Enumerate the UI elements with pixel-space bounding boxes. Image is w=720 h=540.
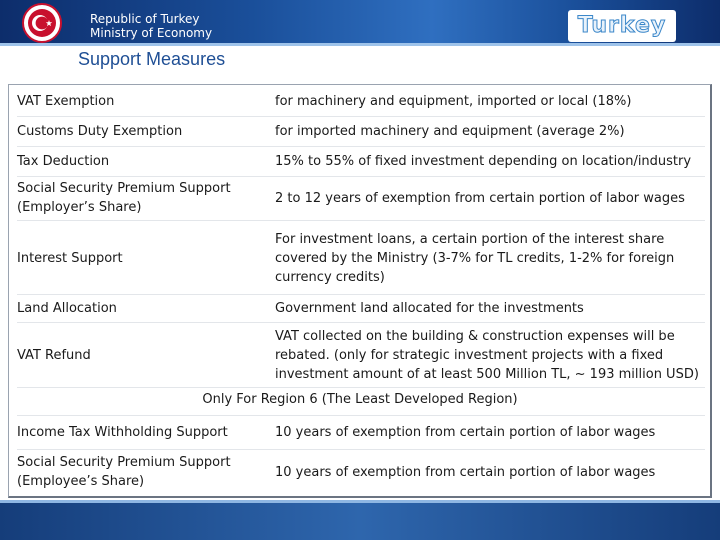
measure-detail: For investment loans, a certain portion of the interest share covered by the Ministry (3-7% for TL credits, 1-2% for foreign currency credits)	[275, 231, 675, 285]
table-row	[9, 177, 711, 219]
measure-name: Social Security Premium Support (Employee’s Share)	[17, 455, 231, 489]
ministry-name	[90, 12, 212, 40]
measure-detail: for machinery and equipment, imported or local (18%)	[275, 93, 632, 109]
table-row	[9, 417, 711, 447]
table-row	[9, 223, 711, 293]
ministry-line-2: Ministry of Economy	[90, 26, 213, 40]
table-row	[9, 451, 711, 493]
measure-detail: 2 to 12 years of exemption from certain portion of labor wages	[275, 190, 685, 206]
measure-detail: 10 years of exemption from certain portion of labor wages	[275, 424, 656, 440]
table-row	[9, 117, 711, 145]
table-row	[9, 87, 711, 115]
measure-name: Interest Support	[17, 250, 123, 266]
measure-name: Customs Duty Exemption	[17, 123, 183, 139]
turkey-logo	[568, 10, 676, 42]
table-row	[9, 295, 711, 321]
turkey-logo-text: Turkey	[577, 13, 667, 38]
region-6-heading: Only For Region 6 (The Least Developed Region)	[202, 392, 518, 407]
measure-name: Land Allocation	[17, 300, 117, 316]
measure-detail: for imported machinery and equipment (average 2%)	[275, 123, 625, 139]
measure-name: VAT Refund	[17, 347, 91, 363]
support-measures-table	[8, 84, 712, 498]
row-divider	[17, 415, 705, 416]
measure-detail: 10 years of exemption from certain portion of labor wages	[275, 464, 656, 480]
row-divider	[17, 322, 705, 323]
measure-name: Social Security Premium Support (Employer’s Share)	[17, 181, 231, 215]
header-banner	[0, 0, 720, 46]
measure-detail: VAT collected on the building & construction expenses will be rebated. (only for strategic investment projects with a fixed investment amount of at least 500 Million TL, ~ 193 million USD)	[275, 328, 699, 382]
measure-name: VAT Exemption	[17, 93, 115, 109]
footer-banner	[0, 500, 720, 540]
page-title: Support Measures	[78, 49, 226, 69]
turkey-ministry-emblem-icon	[22, 3, 62, 43]
row-divider	[17, 449, 705, 450]
measure-detail: Government land allocated for the investments	[275, 300, 584, 316]
measure-name: Income Tax Withholding Support	[17, 424, 228, 440]
table-row	[9, 147, 711, 175]
measure-detail: 15% to 55% of fixed investment depending on location/industry	[275, 153, 692, 169]
measure-name: Tax Deduction	[17, 153, 110, 169]
table-row	[9, 325, 711, 385]
ministry-line-1: Republic of Turkey	[90, 12, 200, 26]
row-divider	[17, 220, 705, 221]
row-divider	[17, 387, 705, 388]
